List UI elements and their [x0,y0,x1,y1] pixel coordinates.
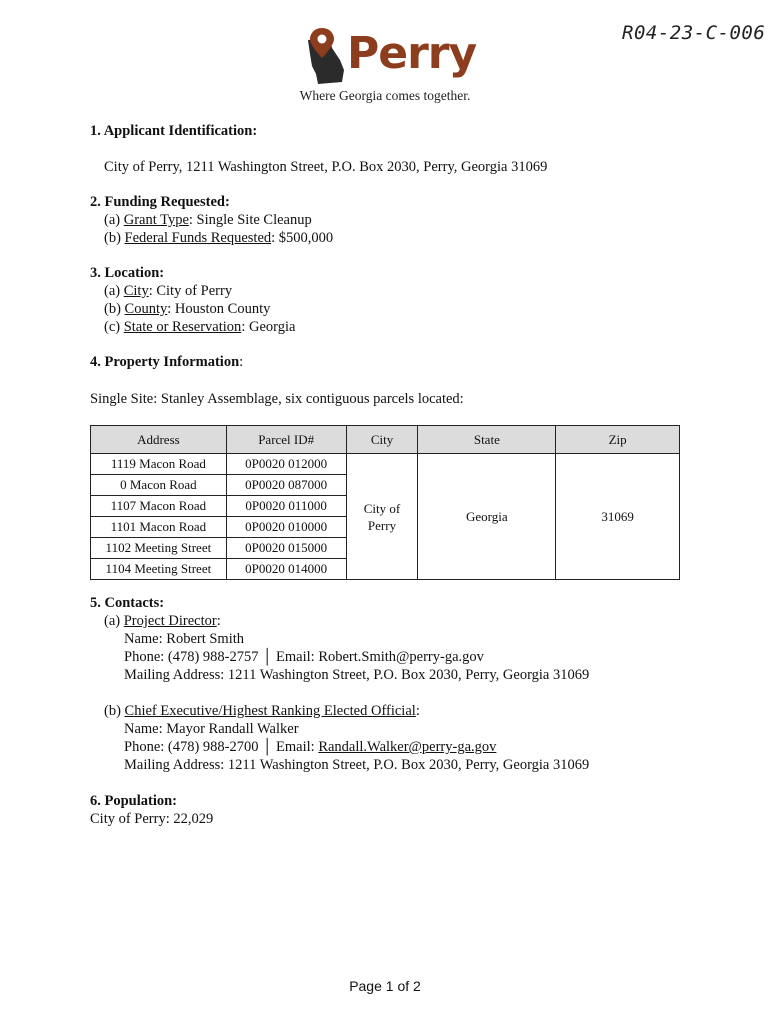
header-parcel-id: Parcel ID# [226,426,346,454]
state-line [90,318,690,336]
city-line [90,282,690,300]
federal-funds-label: Federal Funds Requested [124,230,272,246]
executive-name: Name: Mayor Randall Walker [124,721,299,737]
address-cell: 1101 Macon Road [91,517,227,538]
director-phone-email: Phone: (478) 988-2757 │ Email: Robert.Smith@perry-ga.gov [124,649,484,665]
city-label: City [123,283,149,299]
form-content [90,122,690,408]
parcel-cell: 0P0020 011000 [226,496,346,517]
item-prefix: (c) [104,319,124,335]
heading-colon: : [239,354,244,370]
section-5-heading: 5. Contacts: [90,595,165,611]
county-line [90,300,690,318]
parcel-cell: 0P0020 012000 [226,454,346,475]
page-number: Page 1 of 2 [349,978,421,994]
zip-cell: 31069 [556,454,680,580]
item-prefix: (b) [104,703,125,719]
grant-type-label: Grant Type [123,212,189,228]
executive-email-link[interactable]: Randall.Walker@perry-ga.gov [318,739,497,755]
parcel-cell: 0P0020 010000 [226,517,346,538]
project-director-label: Project Director [123,613,217,629]
item-prefix: (b) [104,230,125,246]
item-prefix: (b) [104,301,125,317]
grant-type-value: : Single Site Cleanup [188,212,312,228]
parcel-cell: 0P0020 014000 [226,559,346,580]
logo-tagline: Where Georgia comes together. [299,88,471,103]
chief-executive-line [90,702,690,720]
label-colon: : [415,703,420,719]
header-city: City [346,426,418,454]
project-director-line [90,612,690,630]
director-mailing-address: Mailing Address: 1211 Washington Street, P.O. Box 2030, Perry, Georgia 31069 [124,667,590,683]
grant-type-line [90,211,690,229]
federal-funds-line [90,229,690,247]
county-label: County [124,301,168,317]
section-1-heading: 1. Applicant Identification: [90,123,258,139]
chief-executive-label: Chief Executive/Highest Ranking Elected Official [124,703,416,719]
state-value: : Georgia [241,319,296,335]
table-header-row [91,426,680,454]
section-2-heading: 2. Funding Requested: [90,194,230,210]
address-cell: 1102 Meeting Street [91,538,227,559]
section-6-heading: 6. Population: [90,793,178,809]
state-label: State or Reservation [123,319,242,335]
city-cell: City of Perry [346,454,418,580]
item-prefix: (a) [104,283,124,299]
city-value: : City of Perry [148,283,233,299]
section-4-heading-line [90,353,690,371]
item-prefix: (a) [104,212,124,228]
section-4-heading: 4. Property Information [90,354,240,370]
address-cell: 1104 Meeting Street [91,559,227,580]
georgia-pin-icon [304,26,352,88]
header-address: Address [91,426,227,454]
label-colon: : [216,613,221,629]
executive-phone-email [90,738,690,756]
property-description: Single Site: Stanley Assemblage, six contiguous parcels located: [90,391,464,407]
logo-wordmark: Perry [347,28,477,79]
document-id-stamp: R04-23-C-006 [622,22,766,44]
item-prefix: (a) [104,613,124,629]
parcel-cell: 0P0020 087000 [226,475,346,496]
contacts-content [90,594,690,828]
address-cell: 0 Macon Road [91,475,227,496]
perry-logo [304,26,477,88]
address-cell: 1119 Macon Road [91,454,227,475]
parcel-table [90,425,680,580]
section-3-heading: 3. Location: [90,265,165,281]
director-name: Name: Robert Smith [124,631,245,647]
table-row [91,454,680,475]
address-cell: 1107 Macon Road [91,496,227,517]
population-value: City of Perry: 22,029 [90,811,214,827]
applicant-address: City of Perry, 1211 Washington Street, P.O. Box 2030, Perry, Georgia 31069 [104,159,548,175]
county-value: : Houston County [167,301,271,317]
state-cell: Georgia [418,454,556,580]
executive-phone: Phone: (478) 988-2700 │ Email: [124,739,319,755]
executive-mailing-address: Mailing Address: 1211 Washington Street, P.O. Box 2030, Perry, Georgia 31069 [124,757,590,773]
parcel-cell: 0P0020 015000 [226,538,346,559]
header-state: State [418,426,556,454]
header-zip: Zip [556,426,680,454]
federal-funds-value: : $500,000 [271,230,334,246]
